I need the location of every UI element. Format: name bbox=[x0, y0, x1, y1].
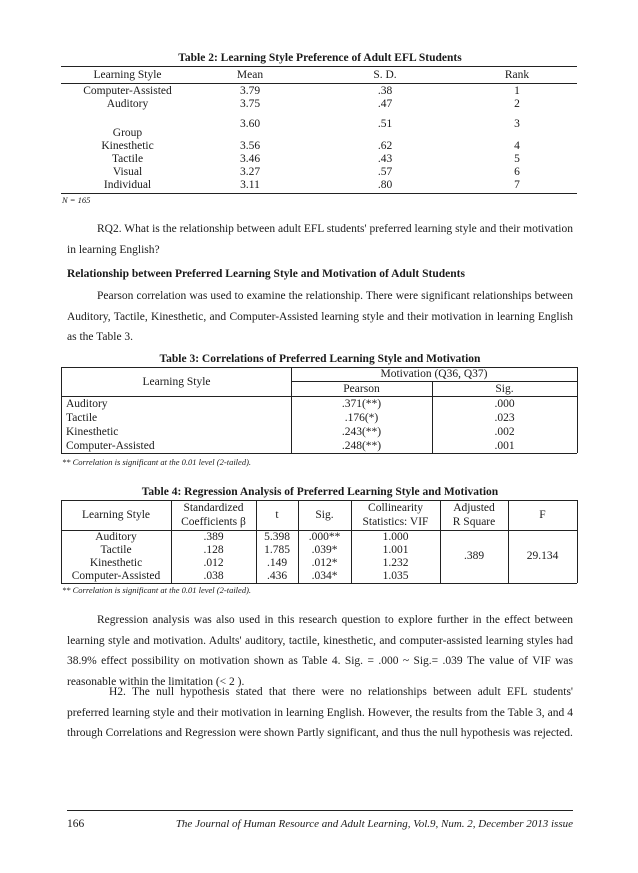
table-cell: Auditory bbox=[106, 98, 149, 110]
table2-header-rule bbox=[61, 83, 577, 84]
table-cell: .243(**) bbox=[341, 426, 382, 438]
table-cell: .149 bbox=[266, 557, 288, 569]
table4-header-col-2: Statistics: VIF bbox=[362, 516, 429, 528]
table-cell: Tactile bbox=[66, 412, 98, 424]
table2-bottom-rule bbox=[61, 193, 577, 194]
table-cell: .000** bbox=[308, 531, 341, 543]
table2-header-rank: Rank bbox=[504, 69, 530, 81]
section-heading: Relationship between Preferred Learning Style and Motivation of Adult Students bbox=[67, 268, 465, 280]
table2-note: N = 165 bbox=[62, 195, 91, 205]
table-cell: 3.56 bbox=[239, 140, 261, 152]
table3-border-right bbox=[577, 367, 578, 453]
table-cell: 3.11 bbox=[240, 179, 260, 191]
table-cell: .389 bbox=[203, 531, 224, 543]
table-cell: Kinesthetic bbox=[101, 140, 154, 152]
regression-paragraph: Regression analysis was also used in this research question to explore further in the effect between learning style and motivation. Adults' auditory, tactile, kinesthetic, and computer-assisted learning styles had 38.9% effect possibility on motivation shown as Table 4. Sig. = .000 ~ Sig.= .039 The value of VIF was reasonable within the limitation (< 2 ). bbox=[67, 614, 573, 688]
table-cell: Tactile bbox=[100, 544, 132, 556]
table2-title: Table 2: Learning Style Preference of Adult EFL Students bbox=[178, 52, 462, 64]
table-cell: .47 bbox=[377, 98, 393, 110]
section-paragraph: Pearson correlation was used to examine the relationship. There were significant relationships between Auditory, Tactile, Kinesthetic, and Computer-Assisted learning style and their motivation in learning English as the Table 3. bbox=[67, 290, 573, 343]
table4-header-t: t bbox=[275, 509, 279, 521]
table-cell: 1.232 bbox=[382, 557, 409, 569]
table3-header-style: Learning Style bbox=[142, 376, 211, 388]
table-cell: 1.035 bbox=[382, 570, 409, 582]
table-cell: 1.001 bbox=[382, 544, 409, 556]
table4-header-sig: Sig. bbox=[315, 509, 334, 521]
journal-footer: The Journal of Human Resource and Adult Learning, Vol.9, Num. 2, December 2013 issue bbox=[175, 818, 573, 830]
table4-header-adj-2: R Square bbox=[452, 516, 496, 528]
rq2-paragraph: RQ2. What is the relationship between adult EFL students' preferred learning style and their motivation in learning English? bbox=[67, 223, 573, 256]
table-cell: .176(*) bbox=[344, 412, 379, 424]
table3-header-rule bbox=[61, 396, 577, 397]
table4-header-style: Learning Style bbox=[81, 509, 151, 521]
table-cell: .38 bbox=[377, 85, 393, 97]
table4-header-f: F bbox=[539, 509, 546, 521]
table-cell: .371(**) bbox=[341, 398, 382, 410]
table-cell: 1.785 bbox=[264, 544, 290, 556]
table-cell: 4 bbox=[514, 140, 520, 152]
table-cell: 3 bbox=[514, 118, 520, 130]
table-cell: 5 bbox=[514, 153, 520, 165]
table-cell: 1 bbox=[514, 85, 520, 97]
table4-top-rule bbox=[61, 500, 577, 501]
table-cell: 3.46 bbox=[239, 153, 261, 165]
table-cell: .248(**) bbox=[341, 440, 382, 452]
table-cell: Computer-Assisted bbox=[83, 85, 172, 97]
table2-top-rule bbox=[61, 66, 577, 67]
table-cell: .002 bbox=[494, 426, 515, 438]
table-cell: 1.000 bbox=[382, 531, 409, 543]
table2-header-mean: Mean bbox=[236, 69, 264, 81]
table3-bottom-rule bbox=[61, 453, 577, 454]
table-cell: 3.79 bbox=[239, 85, 261, 97]
table-cell: .039* bbox=[311, 544, 338, 556]
table-cell: Visual bbox=[112, 166, 143, 178]
table-cell: 5.398 bbox=[264, 531, 290, 543]
table4-header-std-2: Coefficients β bbox=[181, 516, 246, 528]
table-cell: Kinesthetic bbox=[89, 557, 143, 569]
table-cell: .012 bbox=[203, 557, 224, 569]
table4-header-adj-1: Adjusted bbox=[453, 502, 495, 514]
table-cell: 7 bbox=[514, 179, 520, 191]
table-cell: Group bbox=[112, 127, 143, 139]
table-cell: .80 bbox=[377, 179, 393, 191]
table-cell: 3.60 bbox=[239, 118, 261, 130]
table4-title: Table 4: Regression Analysis of Preferred Learning Style and Motivation bbox=[141, 486, 499, 498]
table-cell: 3.75 bbox=[239, 98, 261, 110]
table3-header-group: Motivation (Q36, Q37) bbox=[380, 368, 488, 380]
table-cell: Auditory bbox=[66, 398, 108, 410]
table3-title: Table 3: Correlations of Preferred Learning Style and Motivation bbox=[159, 353, 481, 365]
table3-group-rule bbox=[291, 381, 577, 382]
hypothesis-paragraph: H2. The null hypothesis stated that there were no relationships between adult EFL students' preferred learning style and their motivation in learning English. However, the results from the Table 3, and 4 through Correlations and Regression were shown Partly significant, and thus the null hypothesis was rejected. bbox=[67, 686, 573, 739]
table-cell: .012* bbox=[311, 557, 338, 569]
table-cell: .43 bbox=[377, 153, 393, 165]
table-cell: Computer-Assisted bbox=[66, 440, 155, 452]
table4-bottom-rule bbox=[61, 583, 577, 584]
table2-header-style: Learning Style bbox=[93, 69, 162, 81]
table-cell: .51 bbox=[377, 118, 393, 130]
table4-header-std-1: Standardized bbox=[183, 502, 244, 514]
table-cell: Individual bbox=[103, 179, 152, 191]
table4-note: ** Correlation is significant at the 0.01 level (2-tailed). bbox=[62, 585, 252, 595]
table-cell: Computer-Assisted bbox=[71, 570, 161, 582]
table-cell: .436 bbox=[266, 570, 288, 582]
table4-header-col-1: Collinearity bbox=[368, 502, 423, 514]
table-cell: 6 bbox=[514, 166, 520, 178]
table-cell: .038 bbox=[203, 570, 224, 582]
table-cell: Auditory bbox=[95, 531, 137, 543]
table-cell: Tactile bbox=[111, 153, 144, 165]
table4-adj-r2-value: .389 bbox=[463, 550, 485, 562]
table-cell: 2 bbox=[514, 98, 520, 110]
table-cell: .023 bbox=[494, 412, 515, 424]
table-cell: .57 bbox=[377, 166, 393, 178]
page-number: 166 bbox=[67, 818, 85, 830]
table-cell: Kinesthetic bbox=[66, 426, 119, 438]
table-cell: .000 bbox=[494, 398, 515, 410]
table-cell: .62 bbox=[377, 140, 393, 152]
table3-header-sig: Sig. bbox=[495, 383, 514, 395]
table3-header-pearson: Pearson bbox=[343, 383, 380, 395]
table-cell: .128 bbox=[203, 544, 224, 556]
table3-note: ** Correlation is significant at the 0.01 level (2-tailed). bbox=[62, 457, 252, 467]
footer-rule bbox=[67, 810, 573, 811]
table-cell: .001 bbox=[494, 440, 515, 452]
table-cell: .034* bbox=[311, 570, 338, 582]
table2-header-sd: S. D. bbox=[373, 69, 397, 81]
table4-f-value: 29.134 bbox=[526, 550, 559, 562]
table4-border-right bbox=[577, 500, 578, 583]
table-cell: 3.27 bbox=[239, 166, 261, 178]
